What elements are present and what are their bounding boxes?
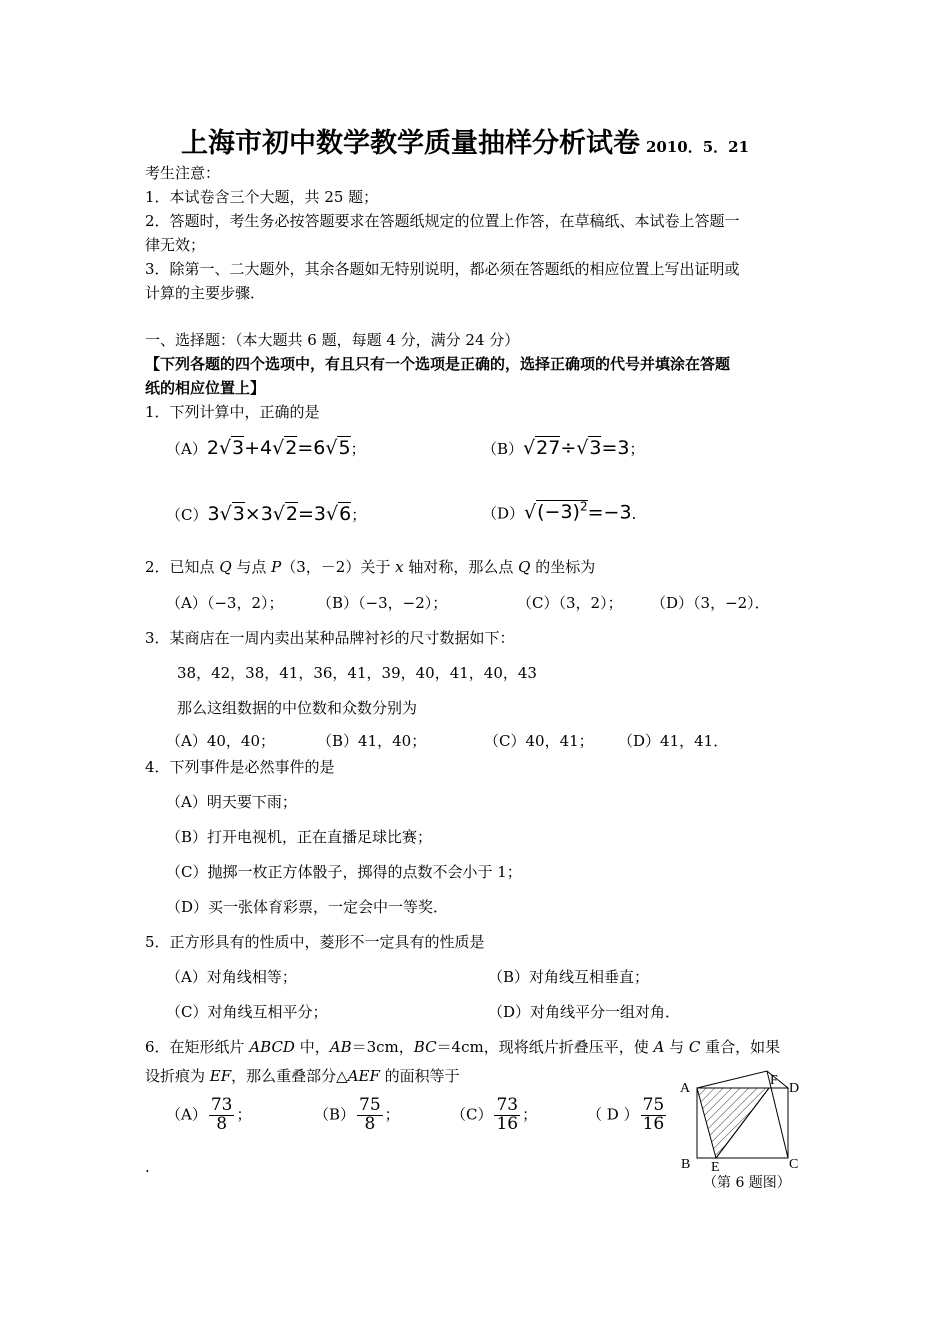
point-e-label: E bbox=[711, 1160, 720, 1175]
q1-option-b: （B）√27÷√3=3； bbox=[482, 437, 645, 459]
q1-option-c: （C）3√3×3√2=3√6； bbox=[166, 503, 367, 525]
figure-caption: （第 6 题图） bbox=[703, 1175, 791, 1191]
option-label: （B） bbox=[482, 440, 524, 458]
fraction: $\frac{73}{16}$ bbox=[496, 1095, 519, 1134]
notice-item-2b: 律无效； bbox=[145, 236, 206, 254]
notice-item-3b: 计算的主要步骤． bbox=[145, 284, 266, 302]
q5-stem: 5．正方形具有的性质中，菱形不一定具有的性质是 bbox=[145, 933, 485, 951]
q4-option-c: （C）抛掷一枚正方体骰子，掷得的点数不会小于 1； bbox=[166, 863, 522, 881]
notice-item-1: 1．本试卷含三个大题，共 25 题； bbox=[145, 188, 379, 206]
q1-stem: 1．下列计算中，正确的是 bbox=[145, 403, 320, 421]
fraction: $\frac{73}{8}$ bbox=[210, 1095, 233, 1134]
q3-option-d: （D）41，41． bbox=[618, 732, 729, 750]
trailing-dot: . bbox=[145, 1158, 150, 1176]
q6-option-b: （B） $\frac{75}{8}$ ； bbox=[314, 1095, 400, 1134]
notice-item-3a: 3．除第一、二大题外，其余各题如无特别说明，都必须在答题纸的相应位置上写出证明或 bbox=[145, 260, 740, 278]
q3-data: 38，42，38，41，36，41，39，40，41，40，43 bbox=[177, 664, 537, 682]
q5-option-c: （C）对角线互相平分； bbox=[166, 1003, 328, 1021]
q3-stem: 3．某商店在一周内卖出某种品牌衬衫的尺寸数据如下： bbox=[145, 629, 515, 647]
option-label: （A） bbox=[166, 440, 207, 458]
q6-option-c: （C） $\frac{73}{16}$ ； bbox=[451, 1095, 538, 1134]
q5-option-d: （D）对角线平分一组对角． bbox=[488, 1003, 681, 1021]
q6-option-a: （A） $\frac{73}{8}$ ； bbox=[166, 1095, 252, 1134]
section-instruction-b: 纸的相应位置上】 bbox=[145, 379, 266, 397]
q2-option-d: （D）（3，−2）． bbox=[651, 594, 770, 612]
q3-ask: 那么这组数据的中位数和众数分别为 bbox=[177, 699, 418, 717]
section-heading: 一、选择题：（本大题共 6 题，每题 4 分，满分 24 分） bbox=[145, 331, 520, 349]
point-b-label: B bbox=[681, 1157, 691, 1172]
q6-line-1: 6．在矩形纸片 ABCD 中，AB＝3cm，BC＝4cm，现将纸片折叠压平，使 A 与 C 重合，如果 bbox=[145, 1038, 781, 1056]
q4-stem: 4．下列事件是必然事件的是 bbox=[145, 758, 335, 776]
q2-option-c: （C）（3，2）； bbox=[517, 594, 623, 612]
q3-option-c: （C）40，41； bbox=[484, 732, 594, 750]
notice-item-2a: 2．答题时，考生务必按答题要求在答题纸规定的位置上作答，在草稿纸、本试卷上答题一 bbox=[145, 212, 740, 230]
q6-option-d: （ D ） $\frac{75}{16}$ bbox=[587, 1095, 665, 1134]
point-f-label: F bbox=[770, 1073, 778, 1088]
fraction: $\frac{75}{16}$ bbox=[642, 1095, 665, 1134]
point-c-label: C bbox=[789, 1157, 799, 1172]
notice-heading: 考生注意： bbox=[145, 164, 221, 182]
overlap-region-aef bbox=[697, 1088, 769, 1158]
point-a-label: A bbox=[680, 1081, 691, 1096]
q1-option-d: $(D)√(-3)^2=-3$． bbox=[482, 500, 647, 524]
q2-option-b: （B）（−3，−2）； bbox=[317, 594, 448, 612]
q3-option-a: （A）40，40； bbox=[166, 732, 276, 750]
section-instruction-a: 【下列各题的四个选项中，有且只有一个选项是正确的，选择正确项的代号并填涂在答题 bbox=[145, 355, 731, 373]
q4-option-a: （A）明天要下雨； bbox=[166, 793, 297, 811]
q6-line-2: 设折痕为 EF，那么重叠部分△AEF 的面积等于 bbox=[145, 1067, 460, 1085]
point-d-label: D bbox=[789, 1081, 800, 1096]
q2-option-a: （A）（−3，2）； bbox=[166, 594, 284, 612]
title-date: 2010．5．21 bbox=[646, 138, 750, 156]
page-title bbox=[181, 128, 749, 160]
fraction: $\frac{75}{8}$ bbox=[359, 1095, 381, 1134]
q2-stem: 2．已知点 Q 与点 P（3，－2）关于 x 轴对称，那么点 Q 的坐标为 bbox=[145, 558, 596, 576]
q3-option-b: （B）41，40； bbox=[317, 732, 427, 750]
option-label: （D） bbox=[482, 504, 525, 523]
q4-option-d: （D）买一张体育彩票，一定会中一等奖． bbox=[166, 898, 449, 916]
title-text: 上海市初中数学教学质量抽样分析试卷 bbox=[181, 128, 640, 159]
option-label: （C） bbox=[166, 506, 208, 524]
q5-option-b: （B）对角线互相垂直； bbox=[488, 968, 650, 986]
q5-option-a: （A）对角线相等； bbox=[166, 968, 297, 986]
q4-option-b: （B）打开电视机，正在直播足球比赛； bbox=[166, 828, 433, 846]
q1-option-a: （A）2√3+4√2=6√5； bbox=[166, 437, 366, 459]
